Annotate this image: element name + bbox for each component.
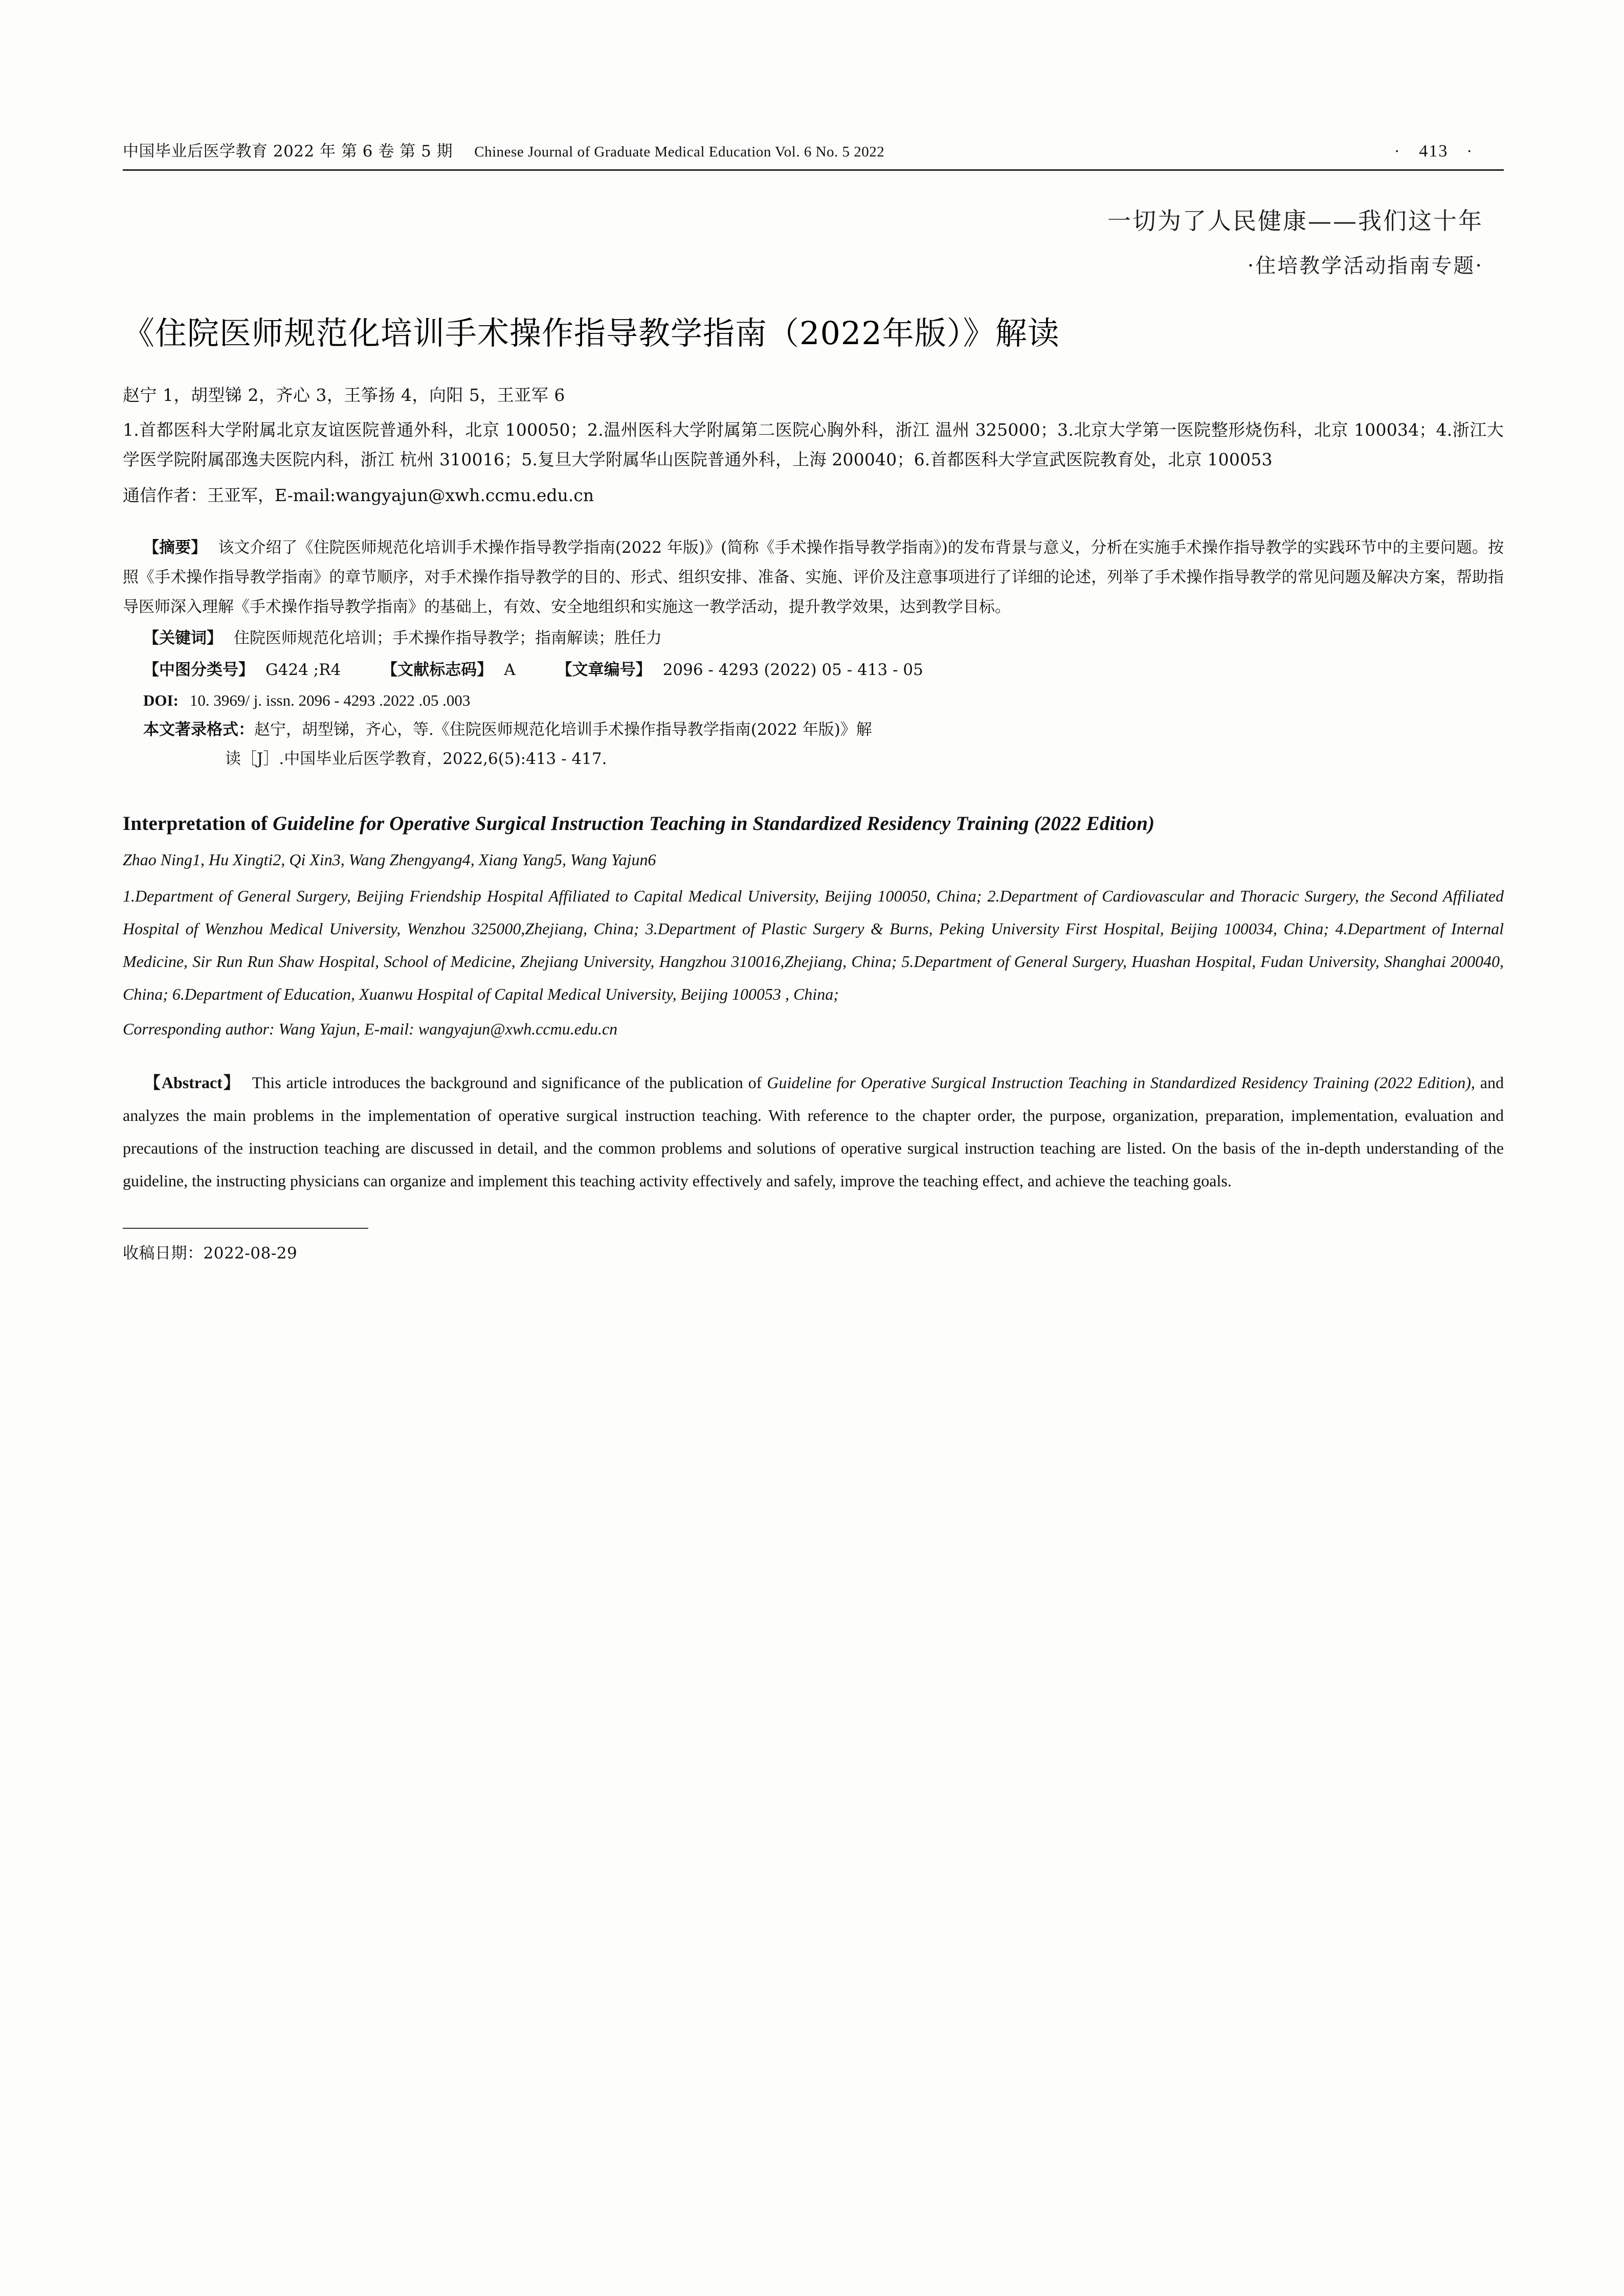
article-title-en-plain: Interpretation of bbox=[123, 813, 273, 835]
running-head-right bbox=[1394, 142, 1504, 161]
section-banner bbox=[123, 202, 1504, 279]
article-title-en bbox=[123, 809, 1504, 839]
classification-line bbox=[123, 656, 1504, 685]
clc-value: G424 ;R4 bbox=[265, 660, 341, 679]
dot-left: · bbox=[1394, 142, 1401, 160]
page-content bbox=[123, 138, 1504, 1263]
page-number: 413 bbox=[1419, 142, 1449, 161]
doi-label: DOI: bbox=[143, 691, 179, 709]
abstract-en-part-2: , and analyzes the main problems in the implementation of operative surgical instruction teaching. With reference to the chapter order, the purpose, organization, preparation, implementation, evaluation and precautions of the instruction teaching are discussed in detail, and the common problems and solutions of operative surgical instruction teaching are listed. On the basis of the in-depth understanding of the guideline, the instructing physicians can organize and implement this teaching activity effectively and safely, improve the teaching effect, and achieve the teaching goals. bbox=[123, 1073, 1504, 1190]
affiliations-cn: 1.首都医科大学附属北京友谊医院普通外科，北京 100050；2.温州医科大学附属第二医院心胸外科，浙江 温州 325000；3.北京大学第一医院整形烧伤科，北京 100034；4.浙江大学医学院附属邵逸夫医院内科，浙江 杭州 310016；5.复旦大学附属华山医院普通外科，上海 200040；6.首都医科大学宣武医院教育处，北京 100053 bbox=[123, 419, 1504, 470]
running-head bbox=[123, 138, 1504, 171]
banner-line-1: 一切为了人民健康——我们这十年 bbox=[1107, 207, 1483, 235]
article-title-en-italic: Guideline for Operative Surgical Instruction Teaching in Standardized Residency Training (2022 Edition) bbox=[273, 813, 1155, 835]
article-id-label: 【文章编号】 bbox=[556, 660, 652, 679]
article-id-value: 2096 - 4293 (2022) 05 - 413 - 05 bbox=[662, 660, 923, 679]
doc-code-label: 【文献标志码】 bbox=[382, 660, 493, 679]
clc-label: 【中图分类号】 bbox=[143, 660, 254, 679]
abstract-en-part-1: This article introduces the background and significance of the publication of bbox=[252, 1073, 767, 1092]
affiliations-en: 1.Department of General Surgery, Beijing Friendship Hospital Affiliated to Capital Medical University, Beijing 100050, China; 2.Department of Cardiovascular and Thoracic Surgery, the Second Affiliated Hospital of Wenzhou Medical University, Wenzhou 325000,Zhejiang, China; 3.Department of Plastic Surgery & Burns, Peking University First Hospital, Beijing 100034, China; 4.Department of Internal Medicine, Sir Run Run Shaw Hospital, School of Medicine, Zhejiang University, Hangzhou 310016,Zhejiang, China; 5.Department of General Surgery, Huashan Hospital, Fudan University, Shanghai 200040, China; 6.Department of Education, Xuanwu Hospital of Capital Medical University, Beijing 100053 , China; bbox=[123, 886, 1504, 1003]
doi-line bbox=[123, 686, 1504, 715]
dot-right: · bbox=[1466, 142, 1473, 160]
abstract-en-label: 【Abstract】 bbox=[143, 1073, 241, 1092]
authors-en: Zhao Ning1, Hu Xingti2, Qi Xin3, Wang Zhengyang4, Xiang Yang5, Wang Yajun6 bbox=[123, 850, 656, 869]
journal-title-en: Chinese Journal of Graduate Medical Education Vol. 6 No. 5 2022 bbox=[474, 144, 885, 160]
running-head-left bbox=[123, 138, 884, 161]
citation-label: 本文著录格式： bbox=[143, 721, 254, 739]
keywords-cn-label: 【关键词】 bbox=[143, 629, 223, 648]
journal-title-cn: 中国毕业后医学教育 2022 年 第 6 卷 第 5 期 bbox=[123, 142, 453, 161]
footer-divider bbox=[123, 1228, 368, 1229]
abstract-en-italic-title: Guideline for Operative Surgical Instruction Teaching in Standardized Residency Training (2022 Edition) bbox=[767, 1073, 1471, 1092]
doi-value: 10. 3969/ j. issn. 2096 - 4293 .2022 .05 .003 bbox=[189, 691, 471, 709]
received-date: 收稿日期：2022-08-29 bbox=[123, 1244, 298, 1263]
abstract-cn bbox=[123, 533, 1504, 622]
abstract-cn-text: 该文介绍了《住院医师规范化培训手术操作指导教学指南(2022 年版)》(简称《手术操作指导教学指南》)的发布背景与意义，分析在实施手术操作指导教学的实践环节中的主要问题。按照《手术操作指导教学指南》的章节顺序，对手术操作指导教学的目的、形式、组织安排、准备、实施、评价及注意事项进行了详细的论述，列举了手术操作指导教学的常见问题及解决方案，帮助指导医师深入理解《手术操作指导教学指南》的基础上，有效、安全地组织和实施这一教学活动，提升教学效果，达到教学目标。 bbox=[123, 538, 1504, 616]
citation-line-1: 赵宁，胡型锑，齐心，等.《住院医师规范化培训手术操作指导教学指南(2022 年版)》解 bbox=[254, 721, 872, 739]
abstract-en bbox=[123, 1066, 1504, 1197]
corresponding-author-cn: 通信作者：王亚军，E-mail:wangyajun@xwh.ccmu.edu.cn bbox=[123, 485, 594, 506]
banner-line-2: ·住培教学活动指南专题· bbox=[1247, 254, 1483, 278]
article-title-cn: 《住院医师规范化培训手术操作指导教学指南（2022年版）》解读 bbox=[123, 314, 1060, 352]
keywords-cn-line bbox=[123, 624, 1504, 654]
citation-format bbox=[123, 715, 1504, 773]
authors-cn: 赵宁 1，胡型锑 2，齐心 3，王筝扬 4，向阳 5，王亚军 6 bbox=[123, 385, 565, 405]
citation-line-2: 读［J］.中国毕业后医学教育，2022,6(5):413 - 417. bbox=[225, 749, 607, 768]
doc-code-value: A bbox=[504, 660, 516, 679]
abstract-cn-label: 【摘要】 bbox=[143, 538, 207, 557]
corresponding-author-en: Corresponding author: Wang Yajun, E-mail: wangyajun@xwh.ccmu.edu.cn bbox=[123, 1019, 618, 1038]
abstract-cn-paragraph bbox=[123, 533, 1504, 622]
keywords-cn-value: 住院医师规范化培训；手术操作指导教学；指南解读；胜任力 bbox=[234, 629, 662, 648]
